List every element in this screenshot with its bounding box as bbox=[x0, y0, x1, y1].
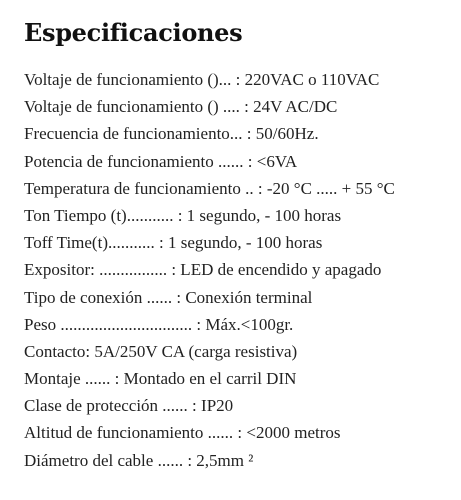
spec-line-weight: Peso ............................... : Máx.<100gr. bbox=[24, 314, 294, 334]
spec-line-connection-type: Tipo de conexión ...... : Conexión terminal bbox=[24, 287, 313, 307]
spec-line-contact: Contacto: 5A/250V CA (carga resistiva) bbox=[24, 341, 298, 361]
spec-line-operating-voltage-2: Voltaje de funcionamiento () .... : 24V AC/DC bbox=[24, 97, 338, 117]
spec-line-toff-time: Toff Time(t)........... : 1 segundo, - 100 horas bbox=[24, 233, 323, 253]
spec-line-ton-time: Ton Tiempo (t)........... : 1 segundo, - 100 horas bbox=[24, 205, 342, 225]
page-title: Especificaciones bbox=[24, 18, 243, 47]
spec-line-protection-class: Clase de protección ...... : IP20 bbox=[24, 396, 234, 416]
spec-line-operating-frequency: Frecuencia de funcionamiento... : 50/60Hz. bbox=[24, 124, 319, 144]
spec-line-operating-temperature: Temperatura de funcionamiento .. : -20 °C ..... + 55 °C bbox=[24, 178, 395, 198]
spec-list bbox=[24, 66, 454, 474]
spec-line-operating-altitude: Altitud de funcionamiento ...... : <2000 metros bbox=[24, 423, 341, 443]
spec-line-cable-diameter: Diámetro del cable ...... : 2,5mm ² bbox=[24, 450, 254, 470]
spec-line-operating-power: Potencia de funcionamiento ...... : <6VA bbox=[24, 151, 298, 171]
spec-line-display: Expositor: ................ : LED de encendido y apagado bbox=[24, 260, 382, 280]
spec-line-operating-voltage-1: Voltaje de funcionamiento ()... : 220VAC o 110VAC bbox=[24, 70, 380, 89]
spec-line-mounting: Montaje ...... : Montado en el carril DIN bbox=[24, 369, 297, 389]
